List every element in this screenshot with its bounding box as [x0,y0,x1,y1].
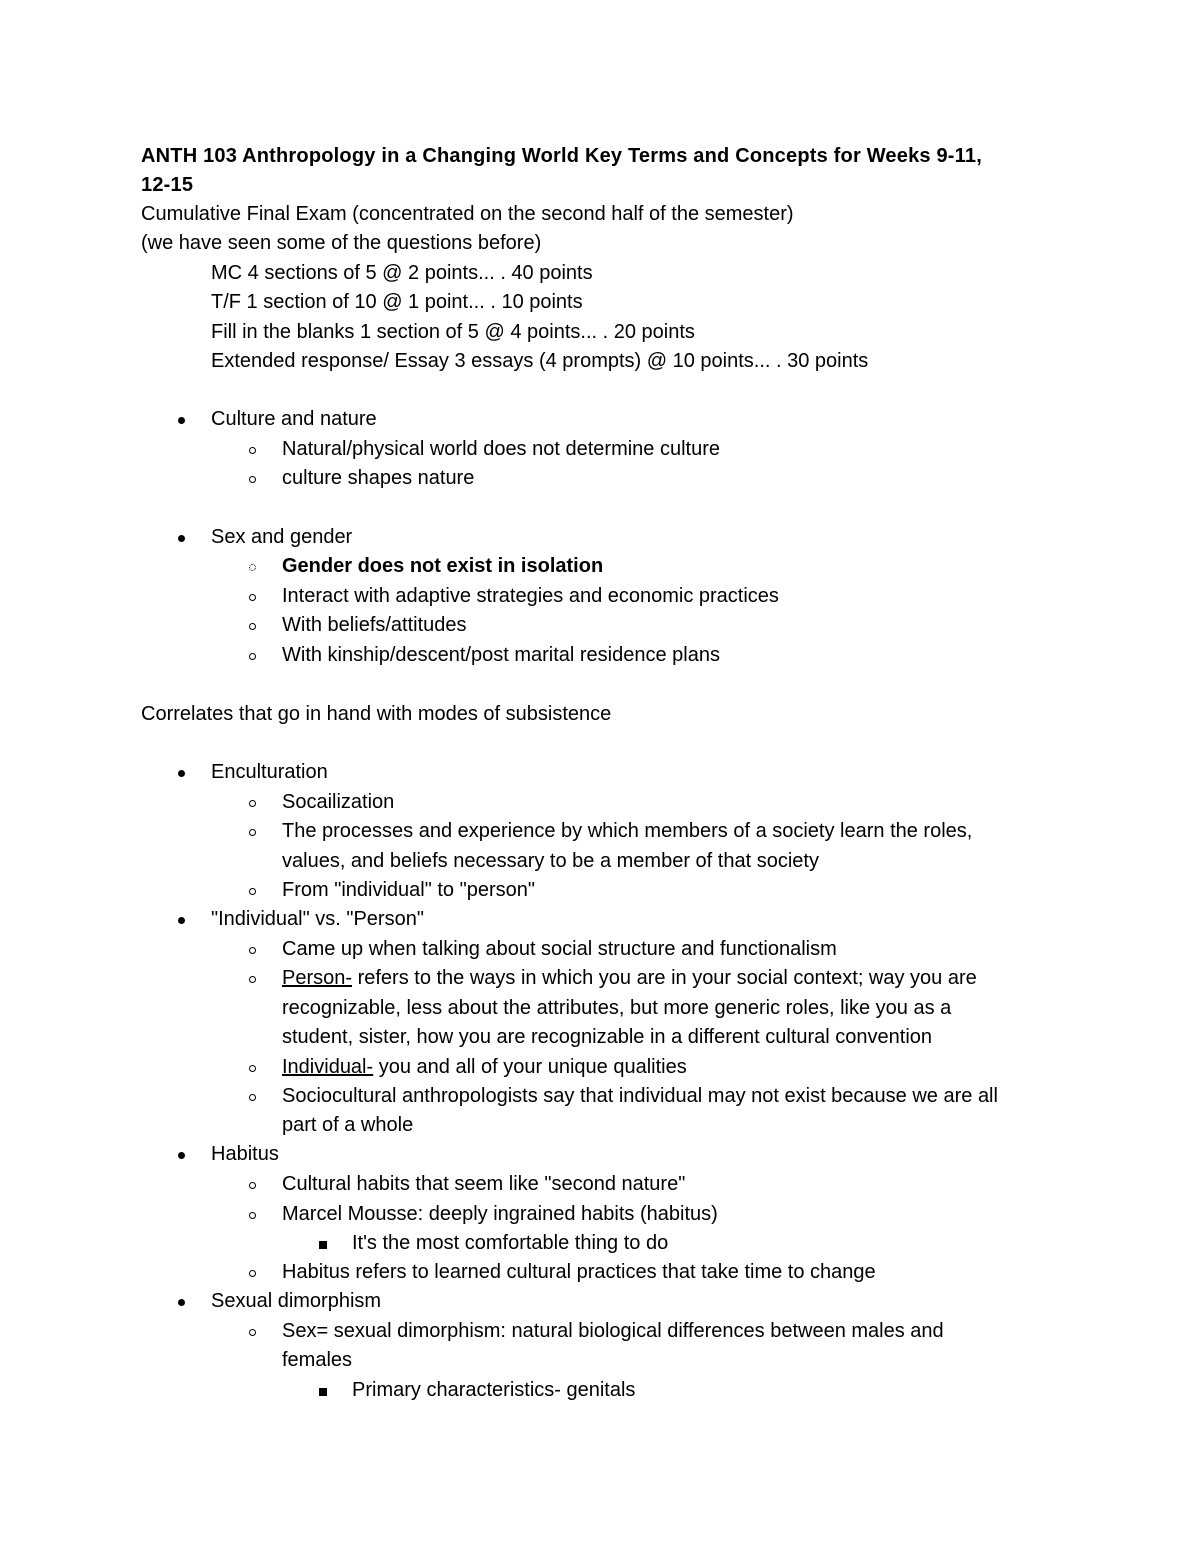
exam-breakdown-item: Fill in the blanks 1 section of 5 @ 4 points... . 20 points [211,321,695,343]
hollow-bullet-icon [249,800,256,807]
list-subitem-continuation: females [282,1349,353,1371]
hollow-bullet-icon [249,829,256,836]
hollow-bullet-icon [249,1182,256,1189]
exam-breakdown-item: MC 4 sections of 5 @ 2 points... . 40 points [211,262,593,284]
list-subitem: culture shapes nature [282,467,475,489]
square-bullet-icon [319,1388,327,1396]
hollow-bullet-icon [249,1212,256,1219]
list-subitem: With kinship/descent/post marital residence plans [282,644,720,666]
list-item-sex-gender: Sex and gender [211,526,353,548]
list-item-sexual-dimorphism: Sexual dimorphism [211,1290,382,1312]
list-subitem-person [282,966,977,990]
list-subitem: With beliefs/attitudes [282,614,467,636]
list-subitem-continuation: student, sister, how you are recognizable in a different cultural convention [282,1026,933,1048]
list-subitem-continuation: recognizable, less about the attributes, but more generic roles, like you as a [282,997,952,1019]
list-item-culture-nature: Culture and nature [211,408,377,430]
term-definition: you and all of your unique qualities [373,1056,687,1078]
hollow-bullet-icon [249,1329,256,1336]
exam-breakdown-item: T/F 1 section of 10 @ 1 point... . 10 points [211,291,583,313]
bullet-icon [178,917,185,924]
list-subitem: Habitus refers to learned cultural practices that take time to change [282,1261,876,1283]
list-subsubitem: It's the most comfortable thing to do [352,1232,669,1254]
square-bullet-icon [319,1241,327,1249]
list-subitem: The processes and experience by which members of a society learn the roles, [282,820,973,842]
term-person: Person- [282,967,353,989]
subtitle-line: (we have seen some of the questions before) [141,232,542,254]
list-subitem: Interact with adaptive strategies and economic practices [282,585,779,607]
bullet-icon [178,1299,185,1306]
subtitle-line: Cumulative Final Exam (concentrated on the second half of the semester) [141,203,794,225]
hollow-bullet-icon [249,947,256,954]
hollow-bullet-icon [249,653,256,660]
hollow-bullet-icon [249,1094,256,1101]
term-definition: refers to the ways in which you are in your social context; way you are [352,967,977,989]
list-subitem: Socailization [282,791,395,813]
bullet-icon [178,417,185,424]
list-subitem-individual [282,1055,687,1079]
list-subitem-continuation: values, and beliefs necessary to be a member of that society [282,850,819,872]
term-individual: Individual- [282,1056,374,1078]
list-subitem: Cultural habits that seem like "second nature" [282,1173,686,1195]
hollow-bullet-icon [249,564,256,571]
document-title-line2: 12-15 [141,174,194,196]
hollow-bullet-icon [249,623,256,630]
list-subitem: Natural/physical world does not determine culture [282,438,720,460]
hollow-bullet-icon [249,1270,256,1277]
list-subitem: From "individual" to "person" [282,879,535,901]
section-heading: Correlates that go in hand with modes of subsistence [141,703,612,725]
list-subitem: Marcel Mousse: deeply ingrained habits (habitus) [282,1203,718,1225]
hollow-bullet-icon [249,476,256,483]
hollow-bullet-icon [249,447,256,454]
hollow-bullet-icon [249,976,256,983]
list-item-individual-person: "Individual" vs. "Person" [211,908,424,930]
list-item-habitus: Habitus [211,1143,279,1165]
list-subitem: Sociocultural anthropologists say that individual may not exist because we are all [282,1085,998,1107]
list-subsubitem: Primary characteristics- genitals [352,1379,636,1401]
hollow-bullet-icon [249,594,256,601]
exam-breakdown-item: Extended response/ Essay 3 essays (4 prompts) @ 10 points... . 30 points [211,350,869,372]
document-title-line1: ANTH 103 Anthropology in a Changing World Key Terms and Concepts for Weeks 9-11, [141,145,982,167]
list-subitem-continuation: part of a whole [282,1114,414,1136]
list-subitem-bold: Gender does not exist in isolation [282,555,604,577]
list-item-enculturation: Enculturation [211,761,328,783]
hollow-bullet-icon [249,888,256,895]
bullet-icon [178,770,185,777]
list-subitem: Came up when talking about social structure and functionalism [282,938,837,960]
bullet-icon [178,535,185,542]
hollow-bullet-icon [249,1065,256,1072]
bullet-icon [178,1152,185,1159]
list-subitem: Sex= sexual dimorphism: natural biological differences between males and [282,1320,944,1342]
